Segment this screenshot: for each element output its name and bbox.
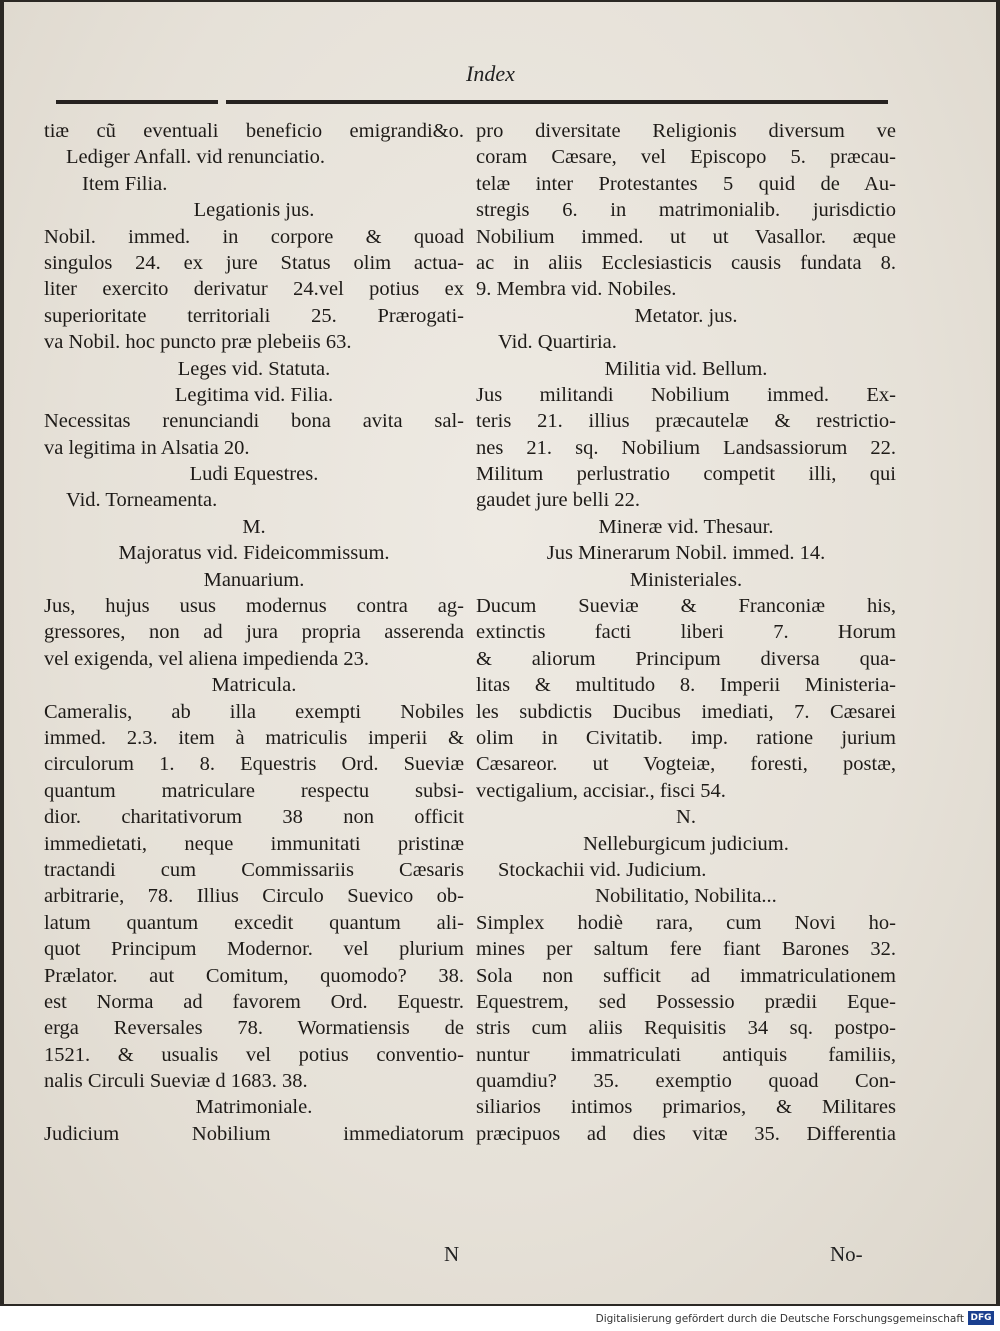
- index-line: 1521. & usualis vel potius conventio-: [44, 1043, 464, 1066]
- index-line: va legitima in Alsatia 20.: [44, 436, 250, 459]
- index-line: nalis Circuli Sueviæ d 1683. 38.: [44, 1070, 308, 1093]
- index-line: Ducum Sueviæ & Franconiæ his,: [476, 595, 896, 618]
- index-line: M.: [242, 515, 266, 538]
- index-line: est Norma ad favorem Ord. Equestr.: [44, 990, 464, 1013]
- index-line: Simplex hodiè rara, cum Novi ho-: [476, 911, 896, 934]
- index-line: immed. 2.3. item à matriculis imperii &: [44, 726, 464, 749]
- index-line: Nobil. immed. in corpore & quoad: [44, 225, 464, 248]
- index-line: Mineræ vid. Thesaur.: [598, 515, 774, 538]
- index-line: Majoratus vid. Fideicommissum.: [118, 542, 390, 565]
- index-line: Nobilium immed. ut ut Vasallor. æque: [476, 225, 896, 248]
- index-line: nes 21. sq. Nobilium Landsassiorum 22.: [476, 436, 896, 459]
- index-line: circulorum 1. 8. Equestris Ord. Sueviæ: [44, 753, 464, 776]
- index-line: Cæsareor. ut Vogteiæ, foresti, postæ,: [476, 753, 896, 776]
- index-line: Item Filia.: [82, 172, 168, 195]
- index-line: Nobilitatio, Nobilita...: [595, 885, 777, 908]
- index-line: Stockachii vid. Judicium.: [498, 858, 707, 881]
- index-line: Matrimoniale.: [195, 1096, 313, 1119]
- digitization-footer: [0, 1306, 1000, 1331]
- header-rule-left: [56, 100, 218, 104]
- index-line: singulos 24. ex jure Status olim actua-: [44, 251, 464, 274]
- index-line: va Nobil. hoc puncto præ plebeiis 63.: [44, 331, 352, 354]
- index-line: latum quantum excedit quantum ali-: [44, 911, 464, 934]
- header-rule-right: [226, 100, 888, 104]
- index-line: Cameralis, ab illa exempti Nobiles: [44, 700, 464, 723]
- index-line: superioritate territoriali 25. Prærogati-: [44, 304, 464, 327]
- index-line: præcipuos ad dies vitæ 35. Differentia: [476, 1122, 896, 1145]
- funding-note: Digitalisierung gefördert durch die Deutsche Forschungsgemeinschaft: [595, 1313, 964, 1325]
- index-line: mines per saltum fere fiant Barones 32.: [476, 938, 896, 961]
- index-line: erga Reversales 78. Wormatiensis de: [44, 1017, 464, 1040]
- index-line: Ministeriales.: [629, 568, 743, 591]
- running-header: [4, 57, 996, 93]
- index-line: Militia vid. Bellum.: [604, 357, 768, 380]
- page-title: Index: [466, 61, 515, 86]
- index-line: ac in aliis Ecclesiasticis causis fundata 8.: [476, 251, 896, 274]
- index-line: quamdiu? 35. exemptio quoad Con-: [476, 1070, 896, 1093]
- index-line: stris cum aliis Requisitis 34 sq. postpo-: [476, 1017, 896, 1040]
- index-line: Manuarium.: [203, 568, 305, 591]
- index-line: Jus, hujus usus modernus contra ag-: [44, 595, 464, 618]
- index-line: Legitima vid. Filia.: [174, 383, 334, 406]
- book-page: [4, 2, 996, 1304]
- index-line: & aliorum Principum diversa qua-: [476, 647, 896, 670]
- index-line: immedietati, neque immunitati pristinæ: [44, 832, 464, 855]
- index-line: olim in Civitatib. imp. ratione jurium: [476, 726, 896, 749]
- index-line: Leges vid. Statuta.: [177, 357, 331, 380]
- index-line: Prælator. aut Comitum, quomodo? 38.: [44, 964, 464, 987]
- index-line: les subdictis Ducibus imediati, 7. Cæsarei: [476, 700, 896, 723]
- index-line: tractandi cum Commissariis Cæsaris: [44, 858, 464, 881]
- index-line: Necessitas renunciandi bona avita sal-: [44, 410, 464, 433]
- index-line: Vid. Quartiria.: [498, 331, 617, 354]
- index-line: stregis 6. in matrimonialib. jurisdictio: [476, 199, 896, 222]
- index-line: N.: [676, 806, 696, 829]
- signature-mark: N: [444, 1242, 460, 1266]
- index-line: Sola non sufficit ad immatriculationem: [476, 964, 896, 987]
- index-line: liter exercito derivatur 24.vel potius ex: [44, 278, 464, 301]
- index-line: arbitrarie, 78. Illius Circulo Suevico ob-: [44, 885, 464, 908]
- index-line: pro diversitate Religionis diversum ve: [476, 120, 896, 142]
- left-column: [44, 118, 464, 1147]
- index-line: gaudet jure belli 22.: [476, 489, 640, 512]
- index-line: Matricula.: [211, 674, 297, 697]
- index-line: extinctis facti liberi 7. Horum: [476, 621, 896, 644]
- index-line: quot Principum Modernor. vel plurium: [44, 938, 464, 961]
- index-line: Ludi Equestres.: [189, 463, 319, 486]
- index-line: litas & multitudo 8. Imperii Ministeria-: [476, 674, 896, 697]
- index-line: Jus militandi Nobilium immed. Ex-: [476, 383, 896, 406]
- index-line: Militum perlustratio competit illi, qui: [476, 463, 896, 486]
- index-line: quantum matriculare respectu subsi-: [44, 779, 464, 802]
- index-line: nuntur immatriculati antiquis familiis,: [476, 1043, 896, 1066]
- index-line: Vid. Torneamenta.: [66, 489, 218, 512]
- index-line: Equestrem, sed Possessio prædii Eque-: [476, 990, 896, 1013]
- index-line: dior. charitativorum 38 non officit: [44, 806, 464, 829]
- index-line: coram Cæsare, vel Episcopo 5. præcau-: [476, 146, 896, 169]
- dfg-logo: DFG: [968, 1311, 994, 1325]
- index-line: tiæ cũ eventuali beneficio emigrandi&ο.: [44, 120, 464, 142]
- index-line: Metator. jus.: [634, 304, 738, 327]
- index-line: vectigalium, accisiar., fisci 54.: [476, 779, 726, 802]
- index-line: Judicium Nobilium immediatorum: [44, 1122, 464, 1145]
- right-column: [476, 118, 896, 1147]
- catchword: No-: [830, 1242, 863, 1266]
- index-line: 9. Membra vid. Nobiles.: [476, 278, 677, 301]
- index-line: gressores, non ad jura propria asserenda: [44, 621, 464, 644]
- index-line: siliarios intimos primarios, & Militares: [476, 1096, 896, 1119]
- index-line: telæ inter Protestantes 5 quid de Au-: [476, 172, 896, 195]
- index-line: teris 21. illius præcautelæ & restrictio-: [476, 410, 896, 433]
- index-line: Nelleburgicum judicium.: [583, 832, 789, 855]
- index-line: Lediger Anfall. vid renunciatio.: [66, 146, 326, 169]
- index-line: vel exigenda, vel aliena impedienda 23.: [44, 647, 370, 670]
- index-line: Legationis jus.: [193, 199, 315, 222]
- index-line: Jus Minerarum Nobil. immed. 14.: [546, 542, 826, 565]
